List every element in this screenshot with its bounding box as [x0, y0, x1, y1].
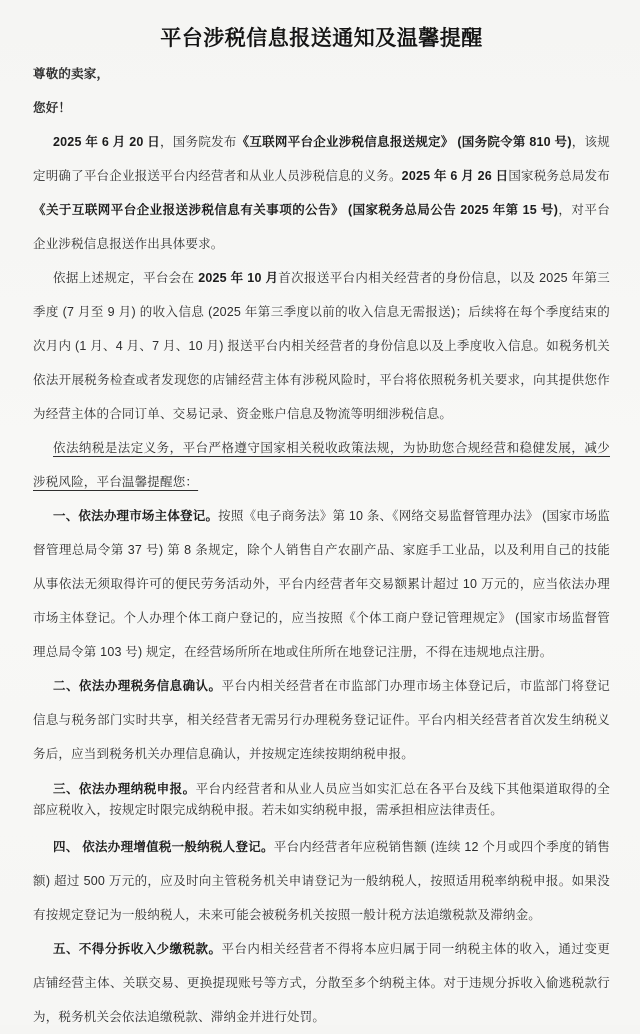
text-run: ，对平台企业涉税信息报送作出具体要求。	[33, 203, 610, 251]
text-run: 二、依法办理税务信息确认。	[53, 679, 222, 693]
text-run: 平台内经营者年应税销售额 (连续 12 个月或四个季度的销售额) 超过 500 万元的，应及时向主管税务机关申请登记为一般纳税人，按照适用税率纳税申报。如果没有按规定登记为一般纳税人，未来可能会被税务机关按照一般计税方法追缴税款及滞纳金。	[33, 840, 610, 922]
text-run: 《关于互联网平台企业报送涉税信息有关事项的公告》 (国家税务总局公告 2025 年第 15 号)	[33, 203, 559, 217]
text-run: 平台内相关经营者不得将本应归属于同一纳税主体的收入，通过变更店铺经营主体、关联交易、更换提现账号等方式，分散至多个纳税主体。对于违规分拆收入偷逃税款行为，税务机关会依法追缴税款、滞纳金并进行处罚。	[33, 942, 610, 1024]
text-run: 2025 年 6 月 26 日	[401, 169, 509, 183]
text-run: 《互联网平台企业涉税信息报送规定》 (国务院令第 810 号)	[236, 135, 572, 149]
text-run: 平台内经营者和从业人员应当如实汇总在各平台及线下其他渠道取得的全部应税收入，按规定时限完成纳税申报。若未如实纳税申报，需承担相应法律责任。	[33, 782, 611, 817]
paragraph	[33, 261, 610, 431]
paragraph	[33, 431, 610, 499]
paragraph	[33, 125, 610, 261]
paragraph	[33, 830, 610, 932]
text-run: 依法纳税是法定义务，平台严格遵守国家相关税收政策法规，为协助您合规经营和稳健发展，减少涉税风险，平台温馨提醒您：	[33, 441, 610, 489]
paragraph	[33, 669, 610, 771]
text-run: 首次报送平台内相关经营者的身份信息，以及 2025 年第三季度 (7 月至 9 月) 的收入信息 (2025 年第三季度以前的收入信息无需报送)；后续将在每个季度结束的次月内 (1 月、4 月、7 月、10 月) 报送平台内相关经营者的身份信息以及上季度收入信息。如税务机关依法开展税务检查或者发现您的店铺经营主体有涉税风险时，平台将依照税务机关要求，向其提供您作为经营主体的合同订单、交易记录、资金账户信息及物流等明细涉税信息。	[33, 271, 610, 421]
paragraph	[33, 932, 610, 1034]
paragraph	[33, 779, 610, 821]
text-run: 国家税务总局发布	[508, 169, 611, 183]
text-run: 四、 依法办理增值税一般纳税人登记。	[53, 840, 274, 854]
text-run: 五、不得分拆收入少缴税款。	[53, 942, 222, 956]
paragraph	[33, 499, 610, 669]
text-run: ，该规定明确了平台企业报送平台内经营者和从业人员涉税信息的义务。	[33, 135, 610, 183]
text-run: 2025 年 6 月 20 日	[53, 135, 161, 149]
salutation: 尊敬的卖家，	[33, 67, 110, 81]
text-run: 一、依法办理市场主体登记。	[53, 509, 219, 523]
text-run: 三、依法办理纳税申报。	[53, 782, 196, 796]
text-run: 依据上述规定，平台会在	[53, 271, 199, 285]
page-title: 平台涉税信息报送通知及温馨提醒	[160, 27, 483, 50]
document-body	[33, 125, 610, 1034]
text-run: ，国务院发布	[160, 135, 237, 149]
text-run: 平台内相关经营者在市监部门办理市场主体登记后，市监部门将登记信息与税务部门实时共享，相关经营者无需另行办理税务登记证件。平台内相关经营者首次发生纳税义务后，应当到税务机关办理信息确认，并按规定连续按期纳税申报。	[33, 679, 610, 761]
text-run: 按照《电子商务法》第 10 条、《网络交易监督管理办法》 (国家市场监督管理总局令第 37 号) 第 8 条规定，除个人销售自产农副产品、家庭手工业品，以及利用自己的技能从事依法无须取得许可的便民劳务活动外，平台内经营者年交易额累计超过 10 万元的，应当依法办理市场主体登记。个人办理个体工商户登记的，应当按照《个体工商户登记管理规定》 (国家市场监督管理总局令第 103 号) 规定，在经营场所所在地或住所所在地登记注册，不得在违规地点注册。	[33, 509, 610, 659]
greeting: 您好！	[33, 101, 72, 115]
text-run: 2025 年 10 月	[198, 271, 279, 285]
